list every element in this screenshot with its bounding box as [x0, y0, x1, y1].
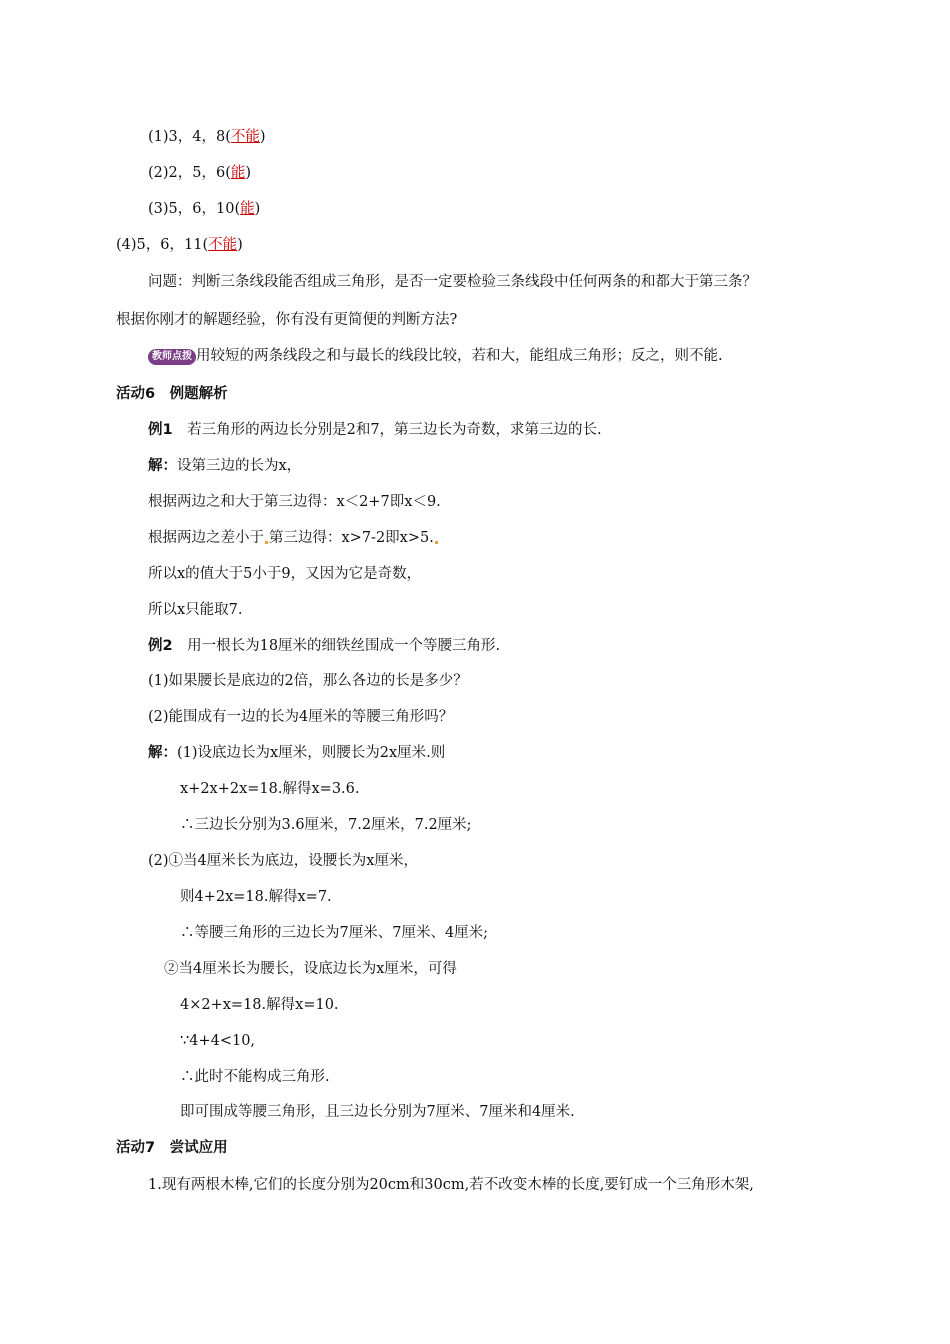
example-1-line-2: 根据两边之差小于 第三边得：x>7-2即x>5.: [148, 528, 439, 548]
example-2-line-2: ∴三边长分别为3.6厘米，7.2厘米，7.2厘米;: [180, 817, 472, 833]
mark-dot: [265, 541, 268, 544]
example-2-line-6: ②当4厘米长为腰长，设底边长为x厘米，可得: [164, 961, 457, 977]
example-2-line-10: 即可围成等腰三角形，且三边长分别为7厘米、7厘米和4厘米.: [180, 1104, 575, 1120]
activity-7-heading: 活动7 尝试应用: [116, 1140, 228, 1156]
item-4: (4)5，6，11(不能): [116, 237, 243, 253]
question-line-2: 根据你刚才的解题经验，你有没有更简便的判断方法?: [116, 312, 458, 328]
example-2: 例2 用一根长为18厘米的细铁丝围成一个等腰三角形.: [148, 638, 501, 654]
item-4-answer: 不能: [208, 237, 238, 253]
example-1-line-3: 所以x的值大于5小于9，又因为它是奇数，: [148, 566, 422, 582]
example-2-line-3: (2)①当4厘米长为底边，设腰长为x厘米，: [148, 853, 418, 869]
item-2-answer: 能: [230, 165, 246, 181]
question-line-1: 问题：判断三条线段能否组成三角形，是否一定要检验三条线段中任何两条的和都大于第三条？: [148, 274, 757, 290]
example-2-question-2: (2)能围成有一边的长为4厘米的等腰三角形吗？: [148, 709, 454, 725]
item-2: (2)2，5，6(能): [148, 165, 252, 181]
item-3: (3)5，6，10(能): [148, 201, 261, 217]
example-2-line-7: 4×2+x=18.解得x=10.: [180, 997, 339, 1013]
example-1: 例1 若三角形的两边长分别是2和7，第三边长为奇数，求第三边的长.: [148, 422, 602, 438]
application-1: 1.现有两根木棒,它们的长度分别为20cm和30cm,若不改变木棒的长度,要钉成一个三角形木架,: [148, 1177, 754, 1193]
example-2-line-4: 则4+2x=18.解得x=7.: [180, 889, 332, 905]
activity-6-heading: 活动6 例题解析: [116, 386, 228, 402]
mark-dot: [435, 541, 438, 544]
item-1-answer: 不能: [230, 129, 260, 145]
example-1-solution: 解：设第三边的长为x，: [148, 458, 302, 474]
example-1-line-1: 根据两边之和大于第三边得：x＜2+7即x＜9.: [148, 494, 441, 510]
example-2-line-9: ∴此时不能构成三角形.: [180, 1069, 330, 1085]
example-2-question-1: (1)如果腰长是底边的2倍，那么各边的长是多少？: [148, 673, 468, 689]
example-2-solution: 解：(1)设底边长为x厘米，则腰长为2x厘米.则: [148, 745, 446, 761]
example-2-line-5: ∴等腰三角形的三边长为7厘米、7厘米、4厘米;: [180, 925, 489, 941]
item-3-answer: 能: [240, 201, 255, 217]
example-2-line-8: ∵4+4<10,: [180, 1033, 256, 1049]
item-1: (1)3，4，8(不能): [148, 129, 266, 145]
example-1-line-4: 所以x只能取7.: [148, 602, 243, 618]
example-2-line-1: x+2x+2x=18.解得x=3.6.: [180, 781, 360, 797]
teacher-tip: 教师点拨 用较短的两条线段之和与最长的线段比较，若和大，能组成三角形；反之，则不能.: [148, 346, 723, 366]
teacher-tip-badge: 教师点拨: [148, 349, 196, 365]
